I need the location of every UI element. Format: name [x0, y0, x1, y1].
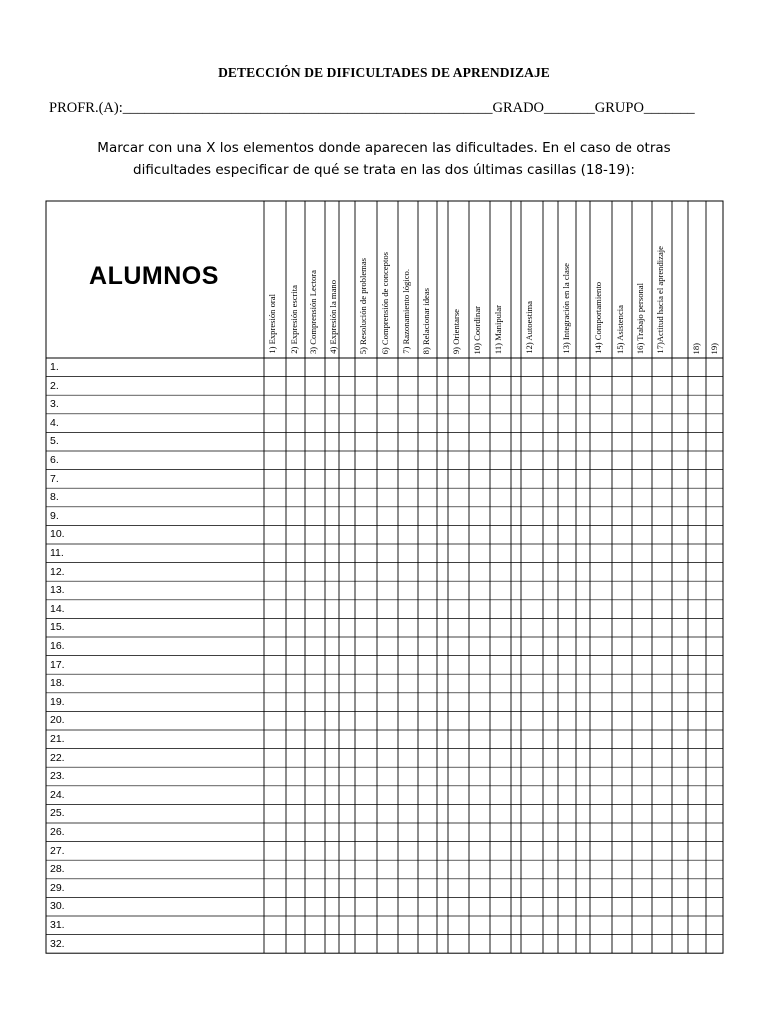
column-header	[580, 209, 590, 354]
column-header-label: 6) Comprensión de conceptos	[380, 251, 390, 354]
column-header	[710, 209, 723, 354]
column-header	[616, 209, 632, 354]
row-number: 10.	[50, 528, 65, 541]
column-header	[473, 209, 490, 354]
row-number: 18.	[50, 677, 65, 690]
column-header-label: 15) Asistencia	[615, 305, 625, 354]
column-header-label: 18)	[691, 342, 701, 354]
column-header	[676, 209, 688, 354]
column-header-label: 7) Razonamiento lógico.	[401, 269, 411, 354]
row-number: 2.	[50, 379, 59, 392]
column-header-label: 13) Integración en la clase	[561, 263, 571, 354]
column-header	[594, 209, 612, 354]
teacher-grade-group-line: PROFR.(A):___________________________________________________GRADO_______GRUPO_______	[49, 100, 695, 116]
row-number: 1.	[50, 361, 59, 373]
column-header-label: 14) Comportamiento	[593, 282, 603, 354]
row-number: 17.	[50, 658, 65, 671]
column-header	[343, 209, 355, 354]
column-header	[525, 209, 543, 354]
column-header-label: 11) Manipular	[493, 304, 503, 354]
column-header	[268, 209, 286, 354]
row-number: 14.	[50, 602, 65, 615]
row-number: 12.	[50, 565, 65, 578]
row-number: 16.	[50, 640, 65, 652]
column-header	[636, 209, 652, 354]
column-header-label: 12) Autoestima	[524, 301, 534, 354]
row-number: 4.	[50, 416, 59, 429]
column-header-label: 9) Orientarse	[451, 308, 461, 354]
row-number: 32.	[50, 937, 65, 950]
column-header-label: 10) Coordinar	[472, 305, 482, 354]
row-number: 11.	[50, 547, 64, 559]
column-header-label: 17)Actitud hacia el aprendizaje	[655, 246, 665, 354]
row-number: 6.	[50, 454, 59, 466]
row-number: 7.	[50, 472, 59, 485]
row-number: 19.	[50, 695, 65, 708]
column-header	[309, 209, 325, 354]
column-header-label: 3) Comprensión Lectora	[308, 269, 318, 354]
column-header	[494, 209, 511, 354]
alumnos-header: ALUMNOS	[89, 262, 219, 290]
column-header	[381, 209, 398, 354]
column-header	[452, 209, 469, 354]
row-number: 5.	[50, 435, 59, 448]
column-header	[402, 209, 418, 354]
row-number: 23.	[50, 770, 65, 783]
row-number: 9.	[50, 509, 59, 522]
column-header-label: 1) Expresión oral	[267, 294, 277, 354]
column-header-label: 16) Trabajo personal	[635, 282, 645, 354]
row-number: 31.	[50, 919, 65, 931]
column-header-label: 4) Expresión la mano	[328, 280, 338, 354]
column-header	[656, 209, 672, 354]
column-header-label: 2) Expresión escrita	[289, 285, 299, 354]
row-number: 29.	[50, 881, 65, 894]
document-title: DETECCIÓN DE DIFICULTADES DE APRENDIZAJE	[218, 65, 550, 80]
column-header-label: 19)	[709, 342, 719, 354]
row-number: 24.	[50, 788, 65, 801]
row-number: 22.	[50, 751, 65, 764]
row-number: 13.	[50, 584, 65, 597]
column-header-label: 5) Resolución de problemas	[358, 257, 368, 354]
column-header	[515, 209, 521, 354]
row-number: 25.	[50, 807, 65, 820]
column-header	[441, 209, 448, 354]
column-header	[359, 209, 377, 354]
column-header	[329, 209, 339, 354]
row-number: 28.	[50, 863, 65, 876]
row-number: 15.	[50, 621, 65, 634]
column-header	[547, 209, 558, 354]
row-number: 3.	[50, 398, 59, 411]
column-header	[692, 209, 706, 354]
row-number: 27.	[50, 844, 65, 857]
column-header	[290, 209, 305, 354]
column-header	[422, 209, 437, 354]
instructions-line-2: dificultades especificar de qué se trata en las dos últimas casillas (18-19):	[133, 162, 635, 178]
row-number: 21.	[50, 733, 65, 745]
row-number: 30.	[50, 900, 65, 913]
row-number: 26.	[50, 826, 65, 838]
row-number: 20.	[50, 714, 65, 727]
instructions-line-1: Marcar con una X los elementos donde aparecen las dificultades. En el caso de otras	[97, 140, 671, 156]
column-header	[562, 209, 576, 354]
row-number: 8.	[50, 491, 59, 504]
column-header-label: 8) Relacionar ideas	[421, 287, 431, 354]
